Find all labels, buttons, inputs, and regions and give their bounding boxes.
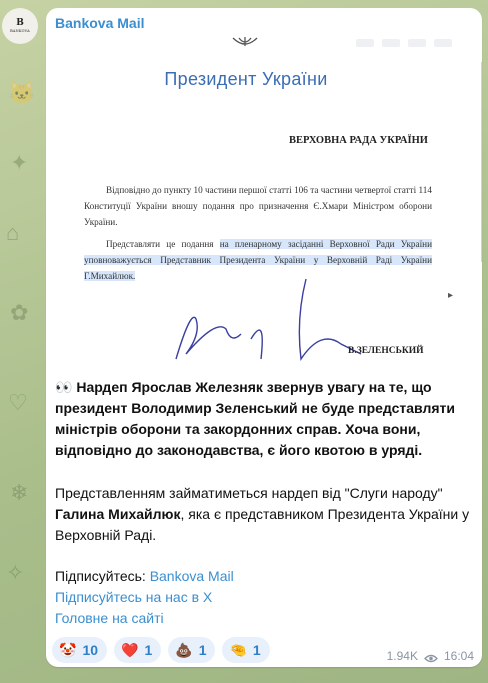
paragraph-2-highlight: на пленарному засіданні Верховної Ради України уповноважується Представник Президента України у Верховній Раді України Г.Михайлюк. xyxy=(84,239,432,281)
avatar-caption: BANKOVA xyxy=(10,29,30,33)
document-image[interactable] xyxy=(46,34,482,374)
document-scrollbar xyxy=(481,62,482,262)
heart-icon: ❤️ xyxy=(121,641,139,658)
channel-avatar[interactable] xyxy=(2,8,38,44)
message-bold-text: Нардеп Ярослав Железняк звернув увагу на те, що президент Володимир Зеленський не буде представляти міністрів оборони та закордонних справ. Хоча вони, відповідно до законодавства, є його квотою в уряді. xyxy=(55,379,455,458)
wallpaper-snowflake-icon: ❄ xyxy=(10,480,29,505)
reaction-count: 1 xyxy=(252,642,261,658)
mouse-cursor-icon: ▸ xyxy=(448,290,454,301)
paragraph-2-before: Представленням займатиметься нардеп від "Слуги народу" xyxy=(55,485,443,501)
document-top-bar xyxy=(356,34,476,44)
reactions-bar xyxy=(52,637,270,663)
clown-icon: 🤡 xyxy=(59,641,77,658)
avatar-initial: B xyxy=(16,18,24,28)
signature-drawing xyxy=(156,259,386,374)
eyes-emoji-icon: 👀 xyxy=(55,379,73,395)
reaction-poop[interactable] xyxy=(168,637,215,663)
reaction-count: 1 xyxy=(144,642,153,658)
wallpaper-cat-icon: 🐱 xyxy=(8,80,36,105)
message-links xyxy=(55,566,475,629)
message-meta xyxy=(387,649,474,663)
subscribe-label: Підписуйтесь: xyxy=(55,568,150,584)
message-time: 16:04 xyxy=(443,649,474,663)
x-link[interactable]: Підписуйтесь на нас в Х xyxy=(55,589,213,605)
reaction-heart[interactable] xyxy=(114,637,161,663)
subscribe-link[interactable]: Bankova Mail xyxy=(149,568,234,584)
document-paragraph-1: Відповідно до пункту 10 частини першої статті 106 та частини четвертої статті 114 Конституції України вношу подання про призначення Є.Хмари Міністром оборони України. xyxy=(84,185,432,227)
document-addressee: ВЕРХОВНА РАДА УКРАЇНИ xyxy=(289,135,428,146)
document-signer: В.ЗЕЛЕНСЬКИЙ xyxy=(348,346,424,356)
document-heading: Президент України xyxy=(164,69,328,89)
sender-name[interactable]: Bankova Mail xyxy=(55,15,145,31)
wallpaper-house-icon: ⌂ xyxy=(6,220,20,245)
view-count: 1.94K xyxy=(386,649,418,663)
subscribe-line xyxy=(55,566,475,587)
pinch-icon: 🤏 xyxy=(229,641,247,658)
reaction-count: 10 xyxy=(82,642,99,658)
reaction-pinch[interactable] xyxy=(222,637,269,663)
paragraph-2-after: , яка є представником Президента України у Верховній Раді. xyxy=(55,506,470,543)
paragraph-2-plain: Представляти це подання xyxy=(106,239,220,249)
wallpaper-star-icon: ✦ xyxy=(10,150,29,175)
eye-icon xyxy=(424,652,438,661)
reaction-count: 1 xyxy=(198,642,207,658)
message-paragraph-2 xyxy=(55,483,475,546)
trident-emblem-icon xyxy=(230,36,260,55)
message-paragraph-1 xyxy=(55,377,475,461)
site-link[interactable]: Головне на сайті xyxy=(55,610,164,626)
message-bubble xyxy=(46,8,482,667)
wallpaper-fish-icon: ✿ xyxy=(10,300,29,325)
wallpaper-heart-icon: ♡ xyxy=(8,390,28,415)
reaction-clown[interactable] xyxy=(52,637,107,663)
wallpaper-bird-icon: ✧ xyxy=(6,560,25,585)
paragraph-2-name: Галина Михайлюк xyxy=(55,506,181,522)
poop-icon: 💩 xyxy=(175,641,193,658)
